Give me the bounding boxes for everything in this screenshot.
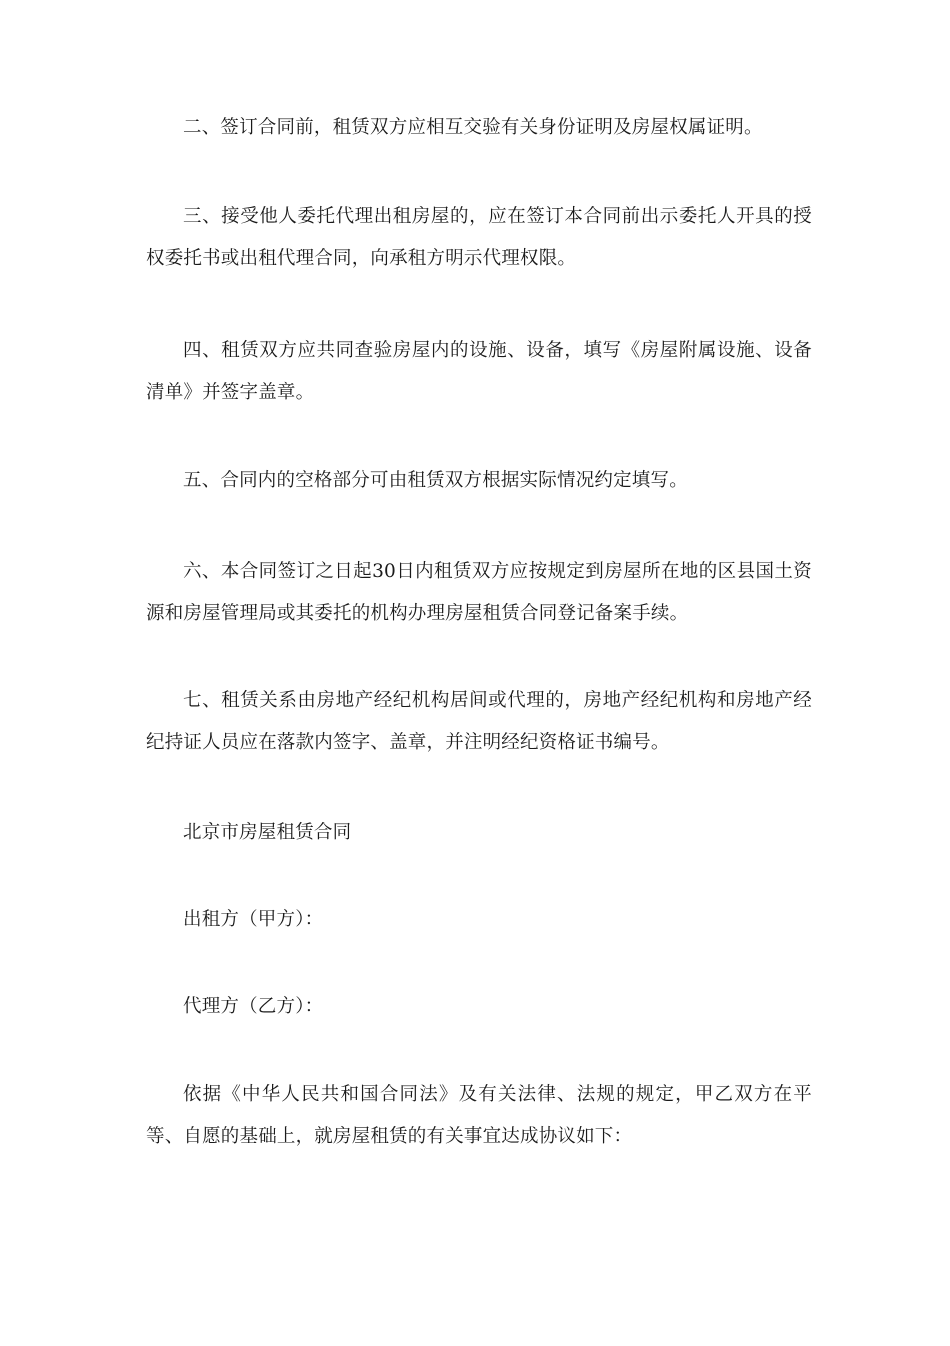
clause-2: 二、签订合同前，租赁双方应相互交验有关身份证明及房屋权属证明。 bbox=[183, 117, 763, 138]
contract-title: 北京市房屋租赁合同 bbox=[183, 822, 352, 843]
lessor-party-a: 出租方（甲方）： bbox=[183, 909, 324, 930]
clause-4: 四、租赁双方应共同查验房屋内的设施、设备，填写《房屋附属设施、设备清单》并签字盖章。 bbox=[146, 340, 812, 403]
clause-7: 七、租赁关系由房地产经纪机构居间或代理的，房地产经纪机构和房地产经纪持证人员应在落款内签字、盖章，并注明经纪资格证书编号。 bbox=[146, 690, 812, 753]
preamble-paragraph: 依据《中华人民共和国合同法》及有关法律、法规的规定，甲乙双方在平等、自愿的基础上，就房屋租赁的有关事宜达成协议如下： bbox=[146, 1084, 812, 1147]
clause-5: 五、合同内的空格部分可由租赁双方根据实际情况约定填写。 bbox=[183, 470, 688, 491]
agent-party-b: 代理方（乙方）： bbox=[183, 996, 324, 1017]
clause-6: 六、本合同签订之日起30日内租赁双方应按规定到房屋所在地的区县国土资源和房屋管理局或其委托的机构办理房屋租赁合同登记备案手续。 bbox=[146, 561, 812, 624]
clause-3: 三、接受他人委托代理出租房屋的，应在签订本合同前出示委托人开具的授权委托书或出租代理合同，向承租方明示代理权限。 bbox=[146, 206, 812, 269]
